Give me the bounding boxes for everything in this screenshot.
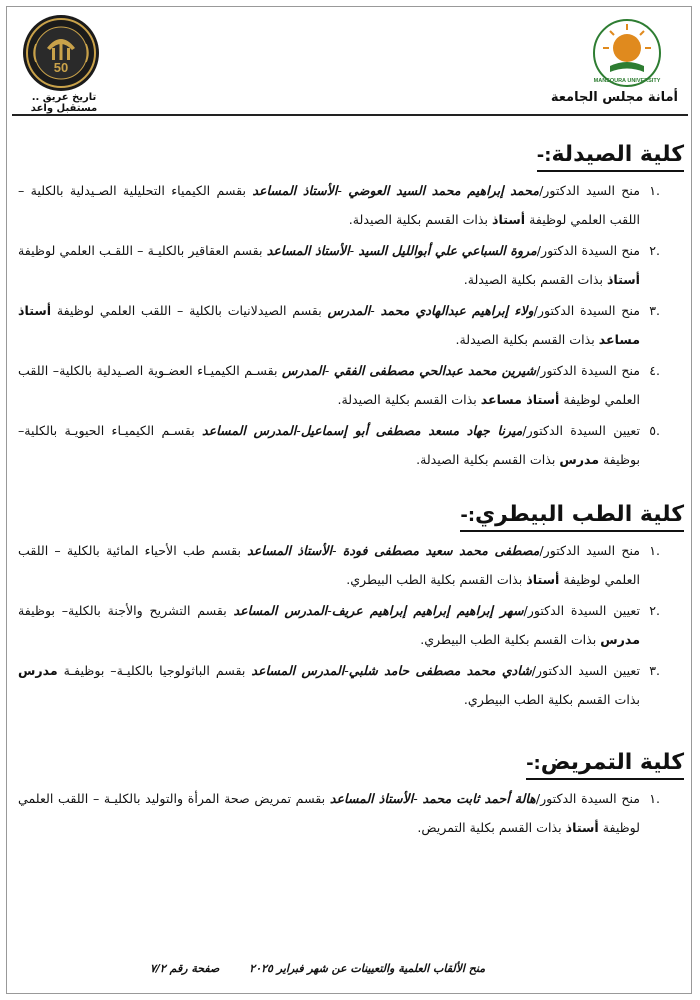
item-suffix: بذات القسم بكلية الصيدلة. — [348, 212, 493, 227]
person-name: شيرين محمد عبدالحي مصطفى الفقي — [333, 363, 537, 378]
section-title-text: كلية الطب البيطري — [475, 502, 684, 527]
item-suffix: بذات القسم بكلية التمريض. — [417, 820, 566, 835]
section-title-text: كلية الصيدلة — [551, 142, 684, 167]
item-suffix: بذات القسم بكلية الصيدلة. — [337, 392, 481, 407]
person-name: شادي محمد مصطفى حامد شلبي — [348, 663, 532, 678]
section-title-veterinary — [460, 502, 684, 532]
nursing-list — [18, 784, 686, 842]
list-item — [18, 296, 686, 354]
university-logo — [592, 18, 662, 88]
list-item — [18, 596, 686, 654]
item-prefix: منح السيد الدكتور/ — [539, 543, 640, 558]
current-role: المدرس — [282, 363, 325, 378]
item-number: .١ — [649, 543, 660, 558]
current-role: المدرس — [327, 303, 371, 318]
current-role: الأستاذ المساعد — [252, 183, 338, 198]
list-item — [18, 236, 686, 294]
item-suffix: بذات القسم بكلية الصيدلة. — [463, 272, 607, 287]
item-sep: - — [349, 243, 359, 258]
item-number: .٣ — [649, 663, 660, 678]
item-suffix: بذات القسم بكلية الطب البيطري. — [346, 572, 527, 587]
current-role: المدرس المساعد — [233, 603, 328, 618]
item-prefix: منح السيدة الدكتور/ — [535, 791, 640, 806]
person-name: ميرنا جهاد مسعد مصطفى أبو إسماعيل — [300, 423, 523, 438]
item-number: .١ — [649, 791, 660, 806]
svg-text:MANSOURA UNIVERSITY: MANSOURA UNIVERSITY — [593, 78, 661, 84]
item-number: .٥ — [649, 423, 660, 438]
section-title-pharmacy — [537, 142, 684, 172]
item-number: .٢ — [649, 603, 660, 618]
current-role: المدرس المساعد — [202, 423, 297, 438]
granted-title: أستاذ — [606, 272, 640, 287]
item-prefix: تعيين السيد الدكتور/ — [531, 663, 640, 678]
person-name: مصطفى محمد سعيد مصطفى فودة — [342, 543, 540, 558]
list-item — [18, 176, 686, 234]
item-sep: - — [327, 603, 332, 618]
item-sep: - — [344, 663, 349, 678]
list-item — [18, 356, 686, 414]
granted-title: مدرس — [600, 632, 640, 647]
item-number: .١ — [649, 183, 660, 198]
item-body: بقسم تمريض صحة المرأة والتوليد بالكليـة – اللقب العلمي لوظيفة — [18, 791, 640, 835]
item-body: بقسم التشريح والأجنة بالكلية– بوظيفة — [18, 603, 234, 618]
current-role: الأستاذ المساعد — [247, 543, 333, 558]
office-name: أمانة مجلس الجامعة — [550, 90, 678, 105]
item-sep: - — [337, 183, 349, 198]
granted-title: أستاذ مساعد — [18, 303, 640, 347]
svg-text:50: 50 — [53, 60, 69, 75]
item-sep: - — [324, 363, 334, 378]
page-number: صفحة رقم ٧/٢ — [150, 962, 220, 975]
person-name: ولاء إبراهيم عبدالهادي محمد — [380, 303, 534, 318]
section-title-suffix: :- — [526, 753, 541, 774]
item-prefix: تعيين السيدة الدكتور/ — [523, 603, 640, 618]
list-item — [18, 784, 686, 842]
page-footer — [150, 962, 485, 975]
item-sep: - — [413, 791, 423, 806]
item-prefix: منح السيدة الدكتور/ — [536, 243, 640, 258]
anniversary-logo — [22, 14, 100, 92]
item-prefix: منح السيدة الدكتور/ — [533, 303, 640, 318]
item-body: بقسـم الكيميـاء الحيويـة بالكلية– بوظيفة — [18, 423, 640, 467]
item-number: .٤ — [649, 363, 660, 378]
granted-title: مدرس — [559, 452, 600, 467]
granted-title: أستاذ — [492, 212, 526, 227]
person-name: محمد إبراهيم محمد السيد العوضي — [348, 183, 540, 198]
pharmacy-list — [18, 176, 686, 474]
item-body: بقسم الباثولوجيا بالكليـة– بوظيفـة — [57, 663, 252, 678]
veterinary-list — [18, 536, 686, 714]
section-title-suffix: :- — [460, 505, 476, 526]
granted-title: أستاذ — [526, 572, 560, 587]
section-title-suffix: :- — [536, 145, 552, 166]
item-body: بقسم الصيدلانيات بالكلية – اللقب العلمي لوظيفة — [51, 303, 328, 318]
item-sep: - — [296, 423, 301, 438]
item-sep: - — [370, 303, 381, 318]
item-suffix: بذات القسم بكلية الصيدلة. — [455, 332, 599, 347]
item-prefix: تعيين السيدة الدكتور/ — [522, 423, 640, 438]
item-number: .٢ — [649, 243, 660, 258]
item-prefix: منح السيد الدكتور/ — [539, 183, 640, 198]
list-item — [18, 656, 686, 714]
current-role: المدرس المساعد — [251, 663, 345, 678]
section-title-text: كلية التمريض — [540, 750, 684, 775]
item-body: بقسم العقاقير بالكليـة – اللقـب العلمي لوظيفة — [18, 243, 267, 258]
person-name: سهر إبراهيم إبراهيم إبراهيم عريف — [331, 603, 524, 618]
person-name: مروة السباعي علي أبوالليل السيد — [358, 243, 537, 258]
item-suffix: بذات القسم بكلية الطب البيطري. — [420, 632, 601, 647]
item-suffix: بذات القسم بكلية الصيدلة. — [416, 452, 560, 467]
item-sep: - — [332, 543, 343, 558]
item-number: .٣ — [649, 303, 660, 318]
current-role: الأستاذ المساعد — [329, 791, 414, 806]
list-item — [18, 416, 686, 474]
footer-text: منح الألقاب العلمية والتعيينات عن شهر فبراير ٢٠٢٥ — [249, 962, 486, 975]
item-prefix: منح السيدة الدكتور/ — [536, 363, 640, 378]
section-title-nursing — [526, 750, 684, 780]
person-name: هالة أحمد ثابت محمد — [422, 791, 536, 806]
header-divider — [12, 114, 688, 116]
logo-caption: تاريخ عريق .. مستقبل واعد — [30, 92, 98, 114]
item-suffix: بذات القسم بكلية الطب البيطري. — [463, 692, 640, 707]
item-body: بقسم طب الأحياء المائية بالكلية – اللقب العلمي لوظيفة — [18, 543, 640, 587]
list-item — [18, 536, 686, 594]
item-body: بقسـم الكيميـاء العضـوية الصـيدلية بالكلية– اللقب العلمي لوظيفة — [18, 363, 640, 407]
granted-title: مدرس — [18, 663, 58, 678]
current-role: الأستاذ المساعد — [266, 243, 350, 258]
granted-title: أستاذ مساعد — [480, 392, 560, 407]
granted-title: أستاذ — [565, 820, 599, 835]
item-body: بقسم الكيمياء التحليلية الصـيدلية بالكلية – اللقب العلمي لوظيفة — [18, 183, 640, 227]
